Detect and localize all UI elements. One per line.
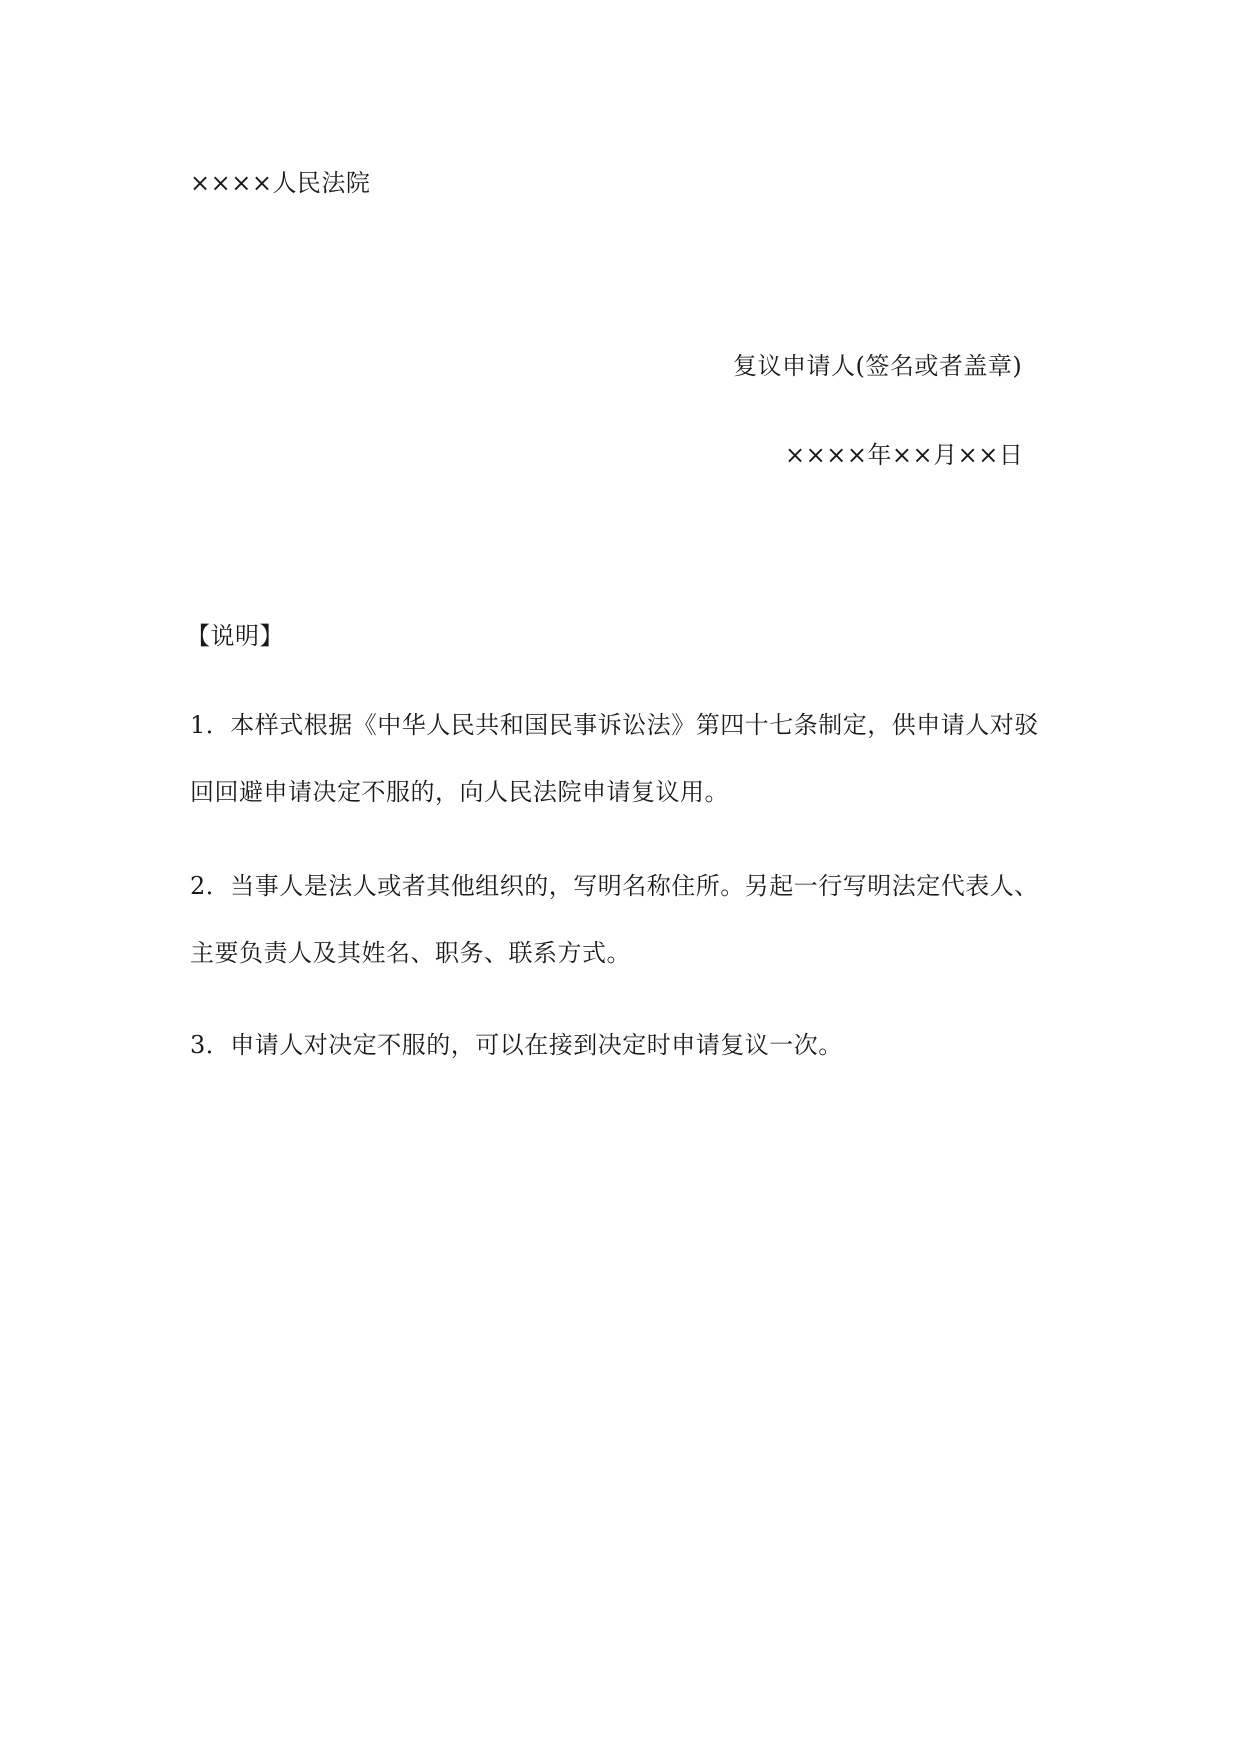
notes-heading: 【说明】: [186, 622, 284, 650]
note-2-line-1: 2．当事人是法人或者其他组织的，写明名称住所。另起一行写明法定代表人、: [190, 872, 1039, 900]
note-1-line-2: 回回避申请决定不服的，向人民法院申请复议用。: [190, 778, 729, 806]
court-addressee: ××××人民法院: [190, 169, 371, 197]
note-1-line-1: 1．本样式根据《中华人民共和国民事诉讼法》第四十七条制定，供申请人对驳: [190, 711, 1039, 739]
note-3-line-1: 3．申请人对决定不服的，可以在接到决定时申请复议一次。: [190, 1031, 843, 1059]
signer-label: 复议申请人(签名或者盖章): [733, 352, 1023, 380]
note-2-line-2: 主要负责人及其姓名、职务、联系方式。: [190, 939, 631, 967]
date-line: ××××年××月××日: [785, 441, 1024, 469]
